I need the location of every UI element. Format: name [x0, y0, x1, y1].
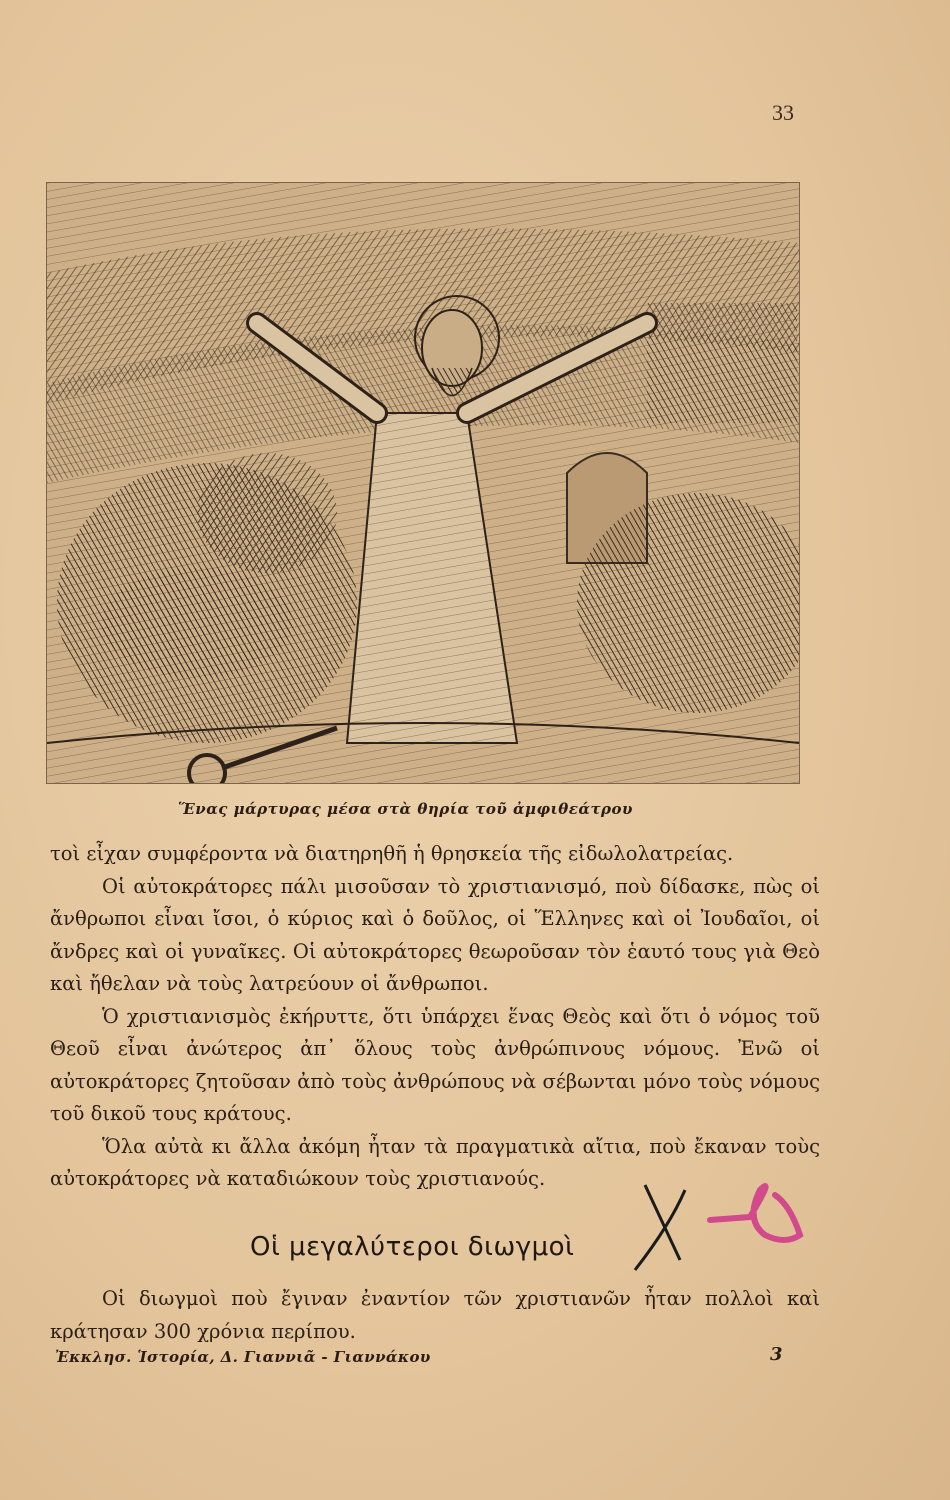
illustration-caption: Ἕνας μάρτυρας μέσα στὰ θηρία τοῦ ἀμφιθεάτρου [178, 800, 633, 818]
paragraph-5: Οἱ διωγμοὶ ποὺ ἔγιναν ἐναντίον τῶν χριστιανῶν ἦταν πολλοὶ καὶ κράτησαν 300 χρόνια περίπου. [50, 1287, 820, 1343]
engraving-illustration [46, 182, 800, 784]
body-text [50, 838, 820, 1196]
footer-book-title: Ἐκκλησ. Ἱστορία, Δ. Γιαννιᾶ - Γιαννάκου [55, 1348, 431, 1366]
paragraph-4: Ὅλα αὐτὰ κι ἄλλα ἀκόμη ἦταν τὰ πραγματικὰ αἴτια, ποὺ ἔκαναν τοὺς αὐτοκράτορες νὰ καταδιώκουν τοὺς χριστιανούς. [50, 1134, 820, 1190]
body-text-after-heading [50, 1282, 820, 1348]
handwritten-marks [600, 1165, 820, 1285]
paragraph-1: τοὶ εἶχαν συμφέροντα νὰ διατηρηθῆ ἡ θρησκεία τῆς εἰδωλολατρείας. [50, 842, 734, 865]
paragraph-3: Ὁ χριστιανισμὸς ἐκήρυττε, ὅτι ὑπάρχει ἕνας Θεὸς καὶ ὅτι ὁ νόμος τοῦ Θεοῦ εἶναι ἀνώτερος ἀπ᾿ ὅλους τοὺς ἀνθρώπινους νόμους. Ἐνῶ οἱ αὐτοκράτορες ζητοῦσαν ἀπὸ τοὺς ἀνθρώπους νὰ σέβωνται μόνο τοὺς νόμους τοῦ δικοῦ τους κράτους. [50, 1004, 820, 1125]
page-number: 33 [772, 100, 794, 125]
martyr-engraving-image [47, 183, 799, 783]
signature-mark: 3 [770, 1344, 783, 1365]
handwritten-pink-mark [710, 1186, 800, 1240]
section-heading: Οἱ μεγαλύτεροι διωγμοὶ [250, 1232, 575, 1262]
paragraph-2: Οἱ αὐτοκράτορες πάλι μισοῦσαν τὸ χριστιανισμό, ποὺ δίδασκε, πὼς οἱ ἄνθρωποι εἶναι ἴσοι, ὁ κύριος καὶ ὁ δοῦλος, οἱ Ἕλληνες καὶ οἱ Ἰουδαῖοι, οἱ ἄνδρες καὶ οἱ γυναῖκες. Οἱ αὐτοκράτορες θεωροῦσαν τὸν ἑαυτό τους γιὰ Θεὸ καὶ ἤθελαν νὰ τοὺς λατρεύουν οἱ ἄνθρωποι. [50, 874, 820, 995]
